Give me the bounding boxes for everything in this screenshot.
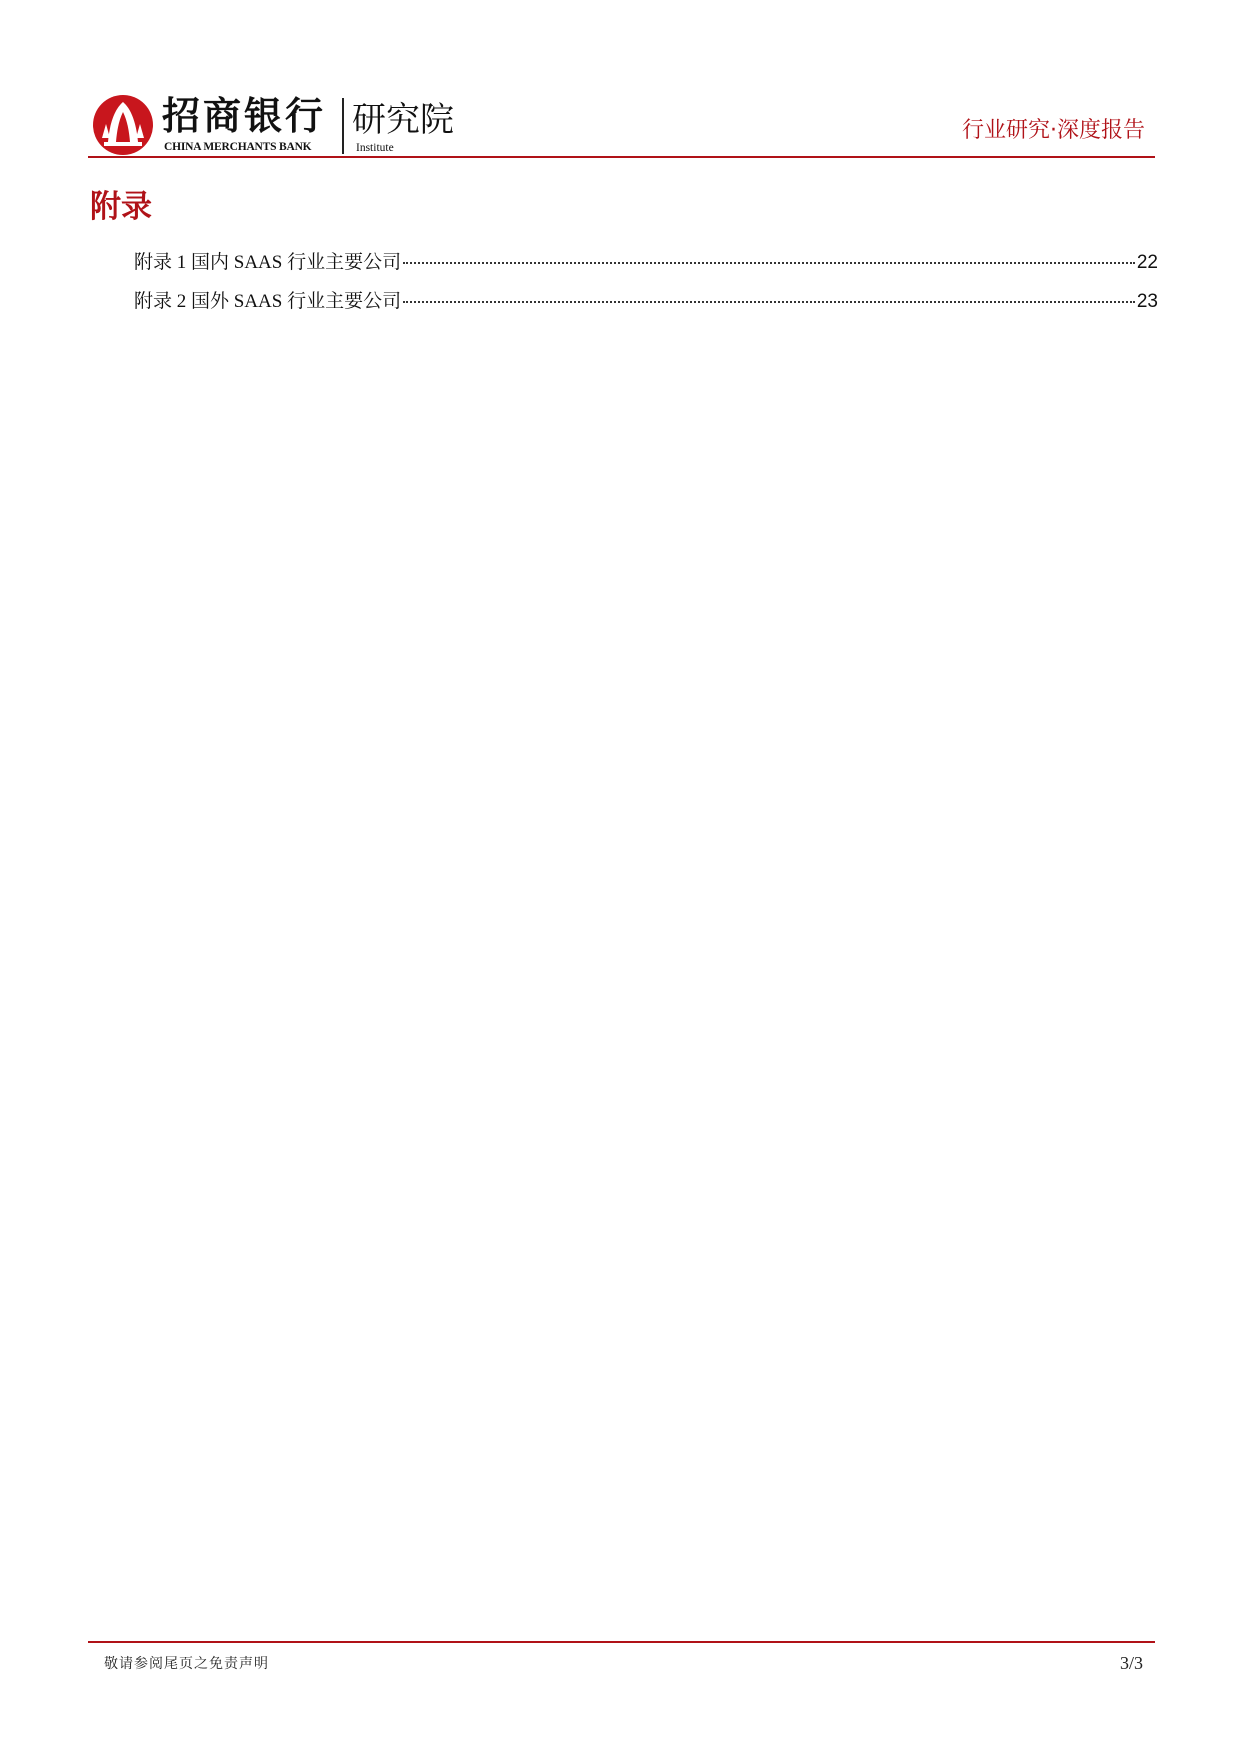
toc-entry-page: 22 [1136,252,1158,273]
header-rule [88,156,1155,158]
toc-entry-appendix-1[interactable] [134,248,1158,287]
brand-divider [342,98,344,154]
toc-leader-dots [403,301,1135,303]
toc-entry-page: 23 [1136,291,1158,312]
disclaimer-note: 敬请参阅尾页之免责声明 [104,1656,269,1672]
toc-entry-appendix-2[interactable] [134,287,1158,326]
brand-name-en: CHINA MERCHANTS BANK [164,141,312,153]
toc-entry-label: 附录 1 国内 SAAS 行业主要公司 [134,252,402,273]
cmb-logo-icon [92,94,154,156]
report-type-label: 行业研究·深度报告 [962,118,1145,143]
table-of-contents [134,248,1158,326]
institute-name-cn: 研究院 [352,100,454,140]
page-header [0,0,1241,160]
toc-entry-label: 附录 2 国外 SAAS 行业主要公司 [134,291,402,312]
section-title: 附录 [90,189,152,225]
toc-leader-dots [403,262,1135,264]
institute-name-en: Institute [356,142,394,154]
footer-rule [88,1641,1155,1643]
page-number: 3/3 [1119,1653,1143,1673]
brand-name-cn: 招商银行 [162,93,327,138]
